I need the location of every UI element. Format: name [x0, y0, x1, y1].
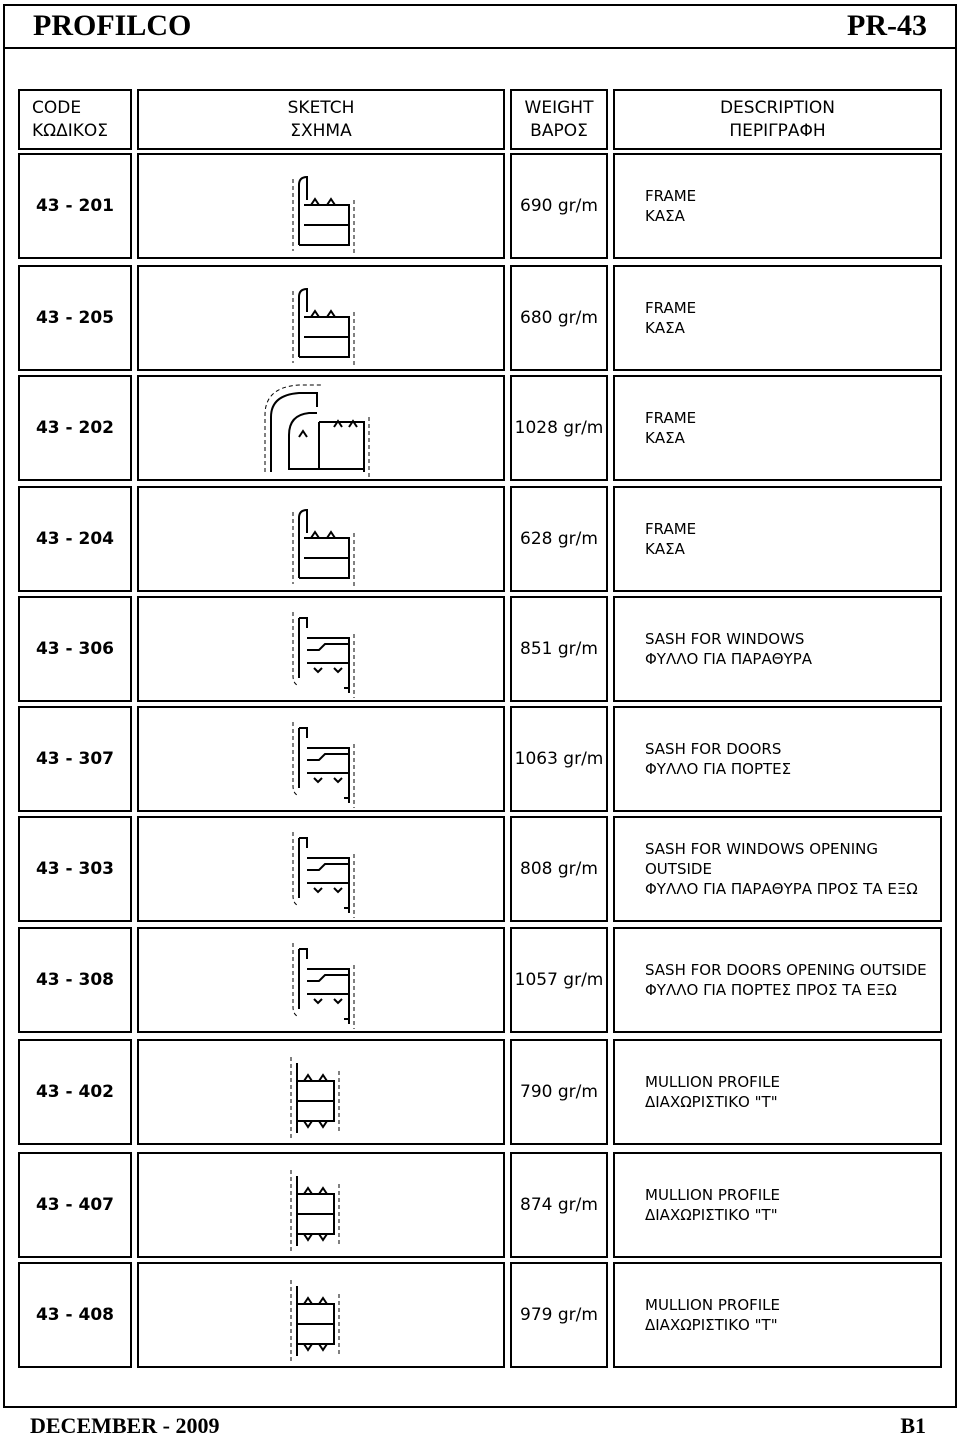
mullion-profile-icon	[139, 1154, 507, 1260]
description-gr: ΦΥΛΛΟ ΓΙΑ ΠΟΡΤΕΣ ΠΡΟΣ ΤΑ ΕΞΩ	[645, 981, 897, 999]
profile-code: 43 - 201	[18, 153, 132, 259]
profile-sketch	[137, 153, 505, 259]
profile-weight: 874 gr/m	[510, 1152, 608, 1258]
profile-description	[613, 1262, 942, 1368]
series-code: PR-43	[847, 9, 927, 42]
description-en: MULLION PROFILE	[645, 1186, 781, 1204]
description-gr: ΚΑΣΑ	[645, 319, 685, 337]
profile-description	[613, 153, 942, 259]
col-header-sketch: SKETCH ΣΧΗΜΑ	[137, 89, 505, 150]
profile-code: 43 - 306	[18, 596, 132, 702]
profile-code: 43 - 408	[18, 1262, 132, 1368]
description-gr: ΚΑΣΑ	[645, 429, 685, 447]
description-en: FRAME	[645, 520, 697, 538]
sash-profile-icon	[139, 929, 507, 1035]
description-gr: ΚΑΣΑ	[645, 207, 685, 225]
profile-description	[613, 816, 942, 922]
col-header-weight: WEIGHT ΒΑΡΟΣ	[510, 89, 608, 150]
description-en: MULLION PROFILE	[645, 1296, 781, 1314]
frame-profile-icon	[139, 488, 507, 594]
frame-profile-icon	[139, 155, 507, 261]
description-en: FRAME	[645, 409, 697, 427]
profile-description	[613, 1152, 942, 1258]
profile-weight: 1057 gr/m	[510, 927, 608, 1033]
profile-weight: 628 gr/m	[510, 486, 608, 592]
profile-description	[613, 375, 942, 481]
brand-name: PROFILCO	[33, 9, 192, 42]
profile-description	[613, 706, 942, 812]
sash-profile-icon	[139, 598, 507, 704]
description-gr: ΔΙΑΧΩΡΙΣΤΙΚΟ "T"	[645, 1206, 778, 1224]
profile-sketch	[137, 375, 505, 481]
profile-sketch	[137, 816, 505, 922]
mullion-profile-icon	[139, 1041, 507, 1147]
profile-description	[613, 596, 942, 702]
description-gr: ΚΑΣΑ	[645, 540, 685, 558]
sash-profile-icon	[139, 818, 507, 924]
description-en: FRAME	[645, 299, 697, 317]
profile-description	[613, 1039, 942, 1145]
profile-sketch	[137, 927, 505, 1033]
description-en: SASH FOR DOORS	[645, 740, 782, 758]
profile-code: 43 - 303	[18, 816, 132, 922]
description-en: SASH FOR DOORS OPENING OUTSIDE	[645, 961, 927, 979]
sash-profile-icon	[139, 708, 507, 814]
profile-code: 43 - 205	[18, 265, 132, 371]
description-en: SASH FOR WINDOWS OPENING OUTSIDE	[645, 840, 879, 878]
description-gr: ΦΥΛΛΟ ΓΙΑ ΠΑΡΑΘΥΡΑ ΠΡΟΣ ΤΑ ΕΞΩ	[645, 880, 918, 898]
profile-code: 43 - 308	[18, 927, 132, 1033]
footer-date: DECEMBER - 2009	[30, 1413, 220, 1438]
page-header	[3, 4, 957, 49]
profile-weight: 1063 gr/m	[510, 706, 608, 812]
mullion-profile-icon	[139, 1264, 507, 1370]
description-en: FRAME	[645, 187, 697, 205]
profile-description	[613, 265, 942, 371]
profile-sketch	[137, 1039, 505, 1145]
profile-weight: 690 gr/m	[510, 153, 608, 259]
description-en: MULLION PROFILE	[645, 1073, 781, 1091]
profile-description	[613, 486, 942, 592]
profile-weight: 808 gr/m	[510, 816, 608, 922]
col-header-code: CODE ΚΩΔΙΚΟΣ	[18, 89, 132, 150]
description-gr: ΔΙΑΧΩΡΙΣΤΙΚΟ "T"	[645, 1316, 778, 1334]
wide-frame-profile-icon	[139, 377, 507, 483]
profile-code: 43 - 402	[18, 1039, 132, 1145]
description-en: SASH FOR WINDOWS	[645, 630, 805, 648]
footer-page-number: B1	[900, 1413, 926, 1438]
frame-profile-icon	[139, 267, 507, 373]
description-gr: ΦΥΛΛΟ ΓΙΑ ΠΑΡΑΘΥΡΑ	[645, 650, 812, 668]
profile-sketch	[137, 596, 505, 702]
profile-sketch	[137, 265, 505, 371]
profile-code: 43 - 307	[18, 706, 132, 812]
profile-weight: 1028 gr/m	[510, 375, 608, 481]
profile-weight: 790 gr/m	[510, 1039, 608, 1145]
col-header-description: DESCRIPTION ΠΕΡΙΓΡΑΦΗ	[613, 89, 942, 150]
profile-description	[613, 927, 942, 1033]
profile-sketch	[137, 706, 505, 812]
profile-weight: 979 gr/m	[510, 1262, 608, 1368]
profile-weight: 680 gr/m	[510, 265, 608, 371]
profile-code: 43 - 204	[18, 486, 132, 592]
profile-code: 43 - 202	[18, 375, 132, 481]
profile-sketch	[137, 1262, 505, 1368]
description-gr: ΔΙΑΧΩΡΙΣΤΙΚΟ "T"	[645, 1093, 778, 1111]
profile-code: 43 - 407	[18, 1152, 132, 1258]
profile-sketch	[137, 486, 505, 592]
profile-weight: 851 gr/m	[510, 596, 608, 702]
profile-sketch	[137, 1152, 505, 1258]
description-gr: ΦΥΛΛΟ ΓΙΑ ΠΟΡΤΕΣ	[645, 760, 792, 778]
